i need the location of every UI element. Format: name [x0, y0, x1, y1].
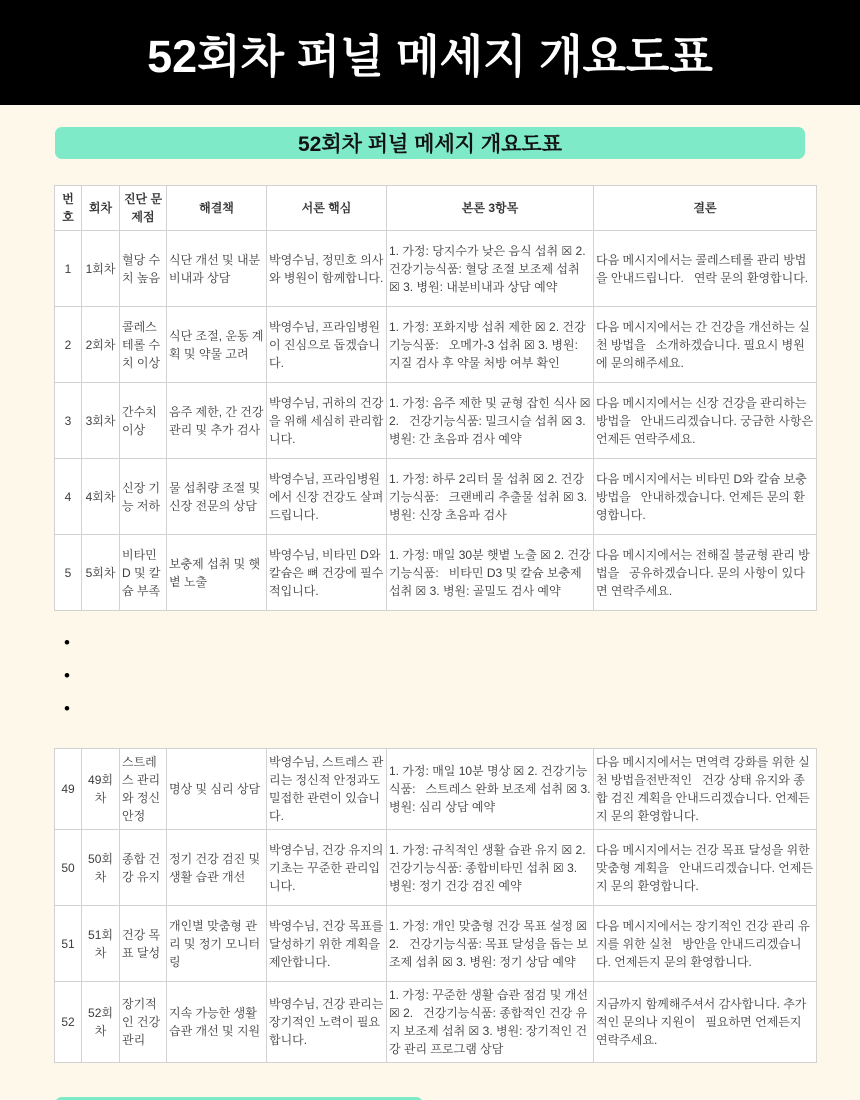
cell-solution: 보충제 섭취 및 햇볕 노출: [167, 535, 267, 611]
table-row: [55, 982, 817, 1063]
cell-conclusion: 다음 메시지에서는 전해질 불균형 관리 방법을 공유하겠습니다. 문의 사항이 있다면 연락주세요.: [594, 535, 817, 611]
cell-solution: 명상 및 심리 상담: [167, 749, 267, 830]
cell-problem: 스트레스 관리와 정신 안정: [120, 749, 167, 830]
cell-round: 50회차: [82, 830, 120, 906]
header-round: 회차: [82, 186, 120, 231]
cell-solution: 식단 조절, 운동 계획 및 약물 고려: [167, 307, 267, 383]
cell-conclusion: 다음 메시지에서는 건강 목표 달성을 위한 맞춤형 계획을 안내드리겠습니다. 언제든지 문의 환영합니다.: [594, 830, 817, 906]
cell-conclusion: 다음 메시지에서는 콜레스테롤 관리 방법을 안내드립니다. 연락 문의 환영합니다.: [594, 231, 817, 307]
cell-solution: 개인별 맞춤형 관리 및 정기 모니터링: [167, 906, 267, 982]
cell-intro: 박영수님, 비타민 D와 칼슘은 뼈 건강에 필수적입니다.: [267, 535, 387, 611]
cell-no: 2: [55, 307, 82, 383]
table-header-row: [55, 186, 817, 231]
cell-body: 1. 가정: 규칙적인 생활 습관 유지 ☒ 2. 건강기능식품: 종합비타민 섭취 ☒ 3. 병원: 정기 건강 검진 예약: [387, 830, 594, 906]
cell-intro: 박영수님, 프라임병원이 진심으로 돕겠습니다.: [267, 307, 387, 383]
cell-round: 51회차: [82, 906, 120, 982]
table-row: [55, 383, 817, 459]
cell-no: 49: [55, 749, 82, 830]
overview-table-bottom: [54, 748, 817, 1063]
cell-problem: 혈당 수치 높음: [120, 231, 167, 307]
overview-table-top: [54, 185, 817, 611]
cell-no: 51: [55, 906, 82, 982]
cell-intro: 박영수님, 스트레스 관리는 정신적 안정과도 밀접한 관련이 있습니다.: [267, 749, 387, 830]
cell-round: 1회차: [82, 231, 120, 307]
header-body: 본론 3항목: [387, 186, 594, 231]
cell-intro: 박영수님, 건강 관리는 장기적인 노력이 필요합니다.: [267, 982, 387, 1063]
ellipsis-dot: •: [64, 633, 70, 652]
cell-conclusion: 지금까지 함께해주셔서 감사합니다. 추가적인 문의나 지원이 필요하면 언제든지 연락주세요.: [594, 982, 817, 1063]
cell-body: 1. 가정: 매일 30분 햇볕 노출 ☒ 2. 건강기능식품: 비타민 D3 및 칼슘 보충제 섭취 ☒ 3. 병원: 골밀도 검사 예약: [387, 535, 594, 611]
cell-solution: 물 섭취량 조절 및 신장 전문의 상담: [167, 459, 267, 535]
cell-no: 4: [55, 459, 82, 535]
cell-intro: 박영수님, 프라임병원에서 신장 건강도 살펴드립니다.: [267, 459, 387, 535]
table-row: [55, 906, 817, 982]
cell-solution: 지속 가능한 생활 습관 개선 및 지원: [167, 982, 267, 1063]
table-row: [55, 231, 817, 307]
cell-body: 1. 가정: 음주 제한 및 균형 잡힌 식사 ☒ 2. 건강기능식품: 밀크시슬 섭취 ☒ 3. 병원: 간 초음파 검사 예약: [387, 383, 594, 459]
cell-problem: 장기적인 건강 관리: [120, 982, 167, 1063]
cell-problem: 간수치 이상: [120, 383, 167, 459]
cell-round: 2회차: [82, 307, 120, 383]
cell-intro: 박영수님, 건강 유지의 기초는 꾸준한 관리입니다.: [267, 830, 387, 906]
header-banner: [0, 0, 860, 105]
cell-body: 1. 가정: 꾸준한 생활 습관 점검 및 개선 ☒ 2. 건강기능식품: 종합적인 건강 유지 보조제 섭취 ☒ 3. 병원: 장기적인 건강 관리 프로그램 상담: [387, 982, 594, 1063]
cell-conclusion: 다음 메시지에서는 장기적인 건강 관리 유지를 위한 실천 방안을 안내드리겠습니다. 언제든지 문의 환영합니다.: [594, 906, 817, 982]
section-title-bar: [55, 127, 805, 159]
cell-problem: 신장 기능 저하: [120, 459, 167, 535]
cell-body: 1. 가정: 매일 10분 명상 ☒ 2. 건강기능식품: 스트레스 완화 보조제 섭취 ☒ 3. 병원: 심리 상담 예약: [387, 749, 594, 830]
table-row: [55, 830, 817, 906]
ellipsis-dot: •: [64, 699, 70, 718]
cell-body: 1. 가정: 하루 2리터 물 섭취 ☒ 2. 건강기능식품: 크랜베리 추출물 섭취 ☒ 3. 병원: 신장 초음파 검사: [387, 459, 594, 535]
cell-conclusion: 다음 메시지에서는 면역력 강화를 위한 실천 방법을전반적인 건강 상태 유지와 종합 검진 계획을 안내드리겠습니다. 언제든지 문의 환영합니다.: [594, 749, 817, 830]
header-problem: 진단 문제점: [120, 186, 167, 231]
cell-no: 50: [55, 830, 82, 906]
cell-no: 3: [55, 383, 82, 459]
cell-round: 49회차: [82, 749, 120, 830]
header-no: 번호: [55, 186, 82, 231]
cell-body: 1. 가정: 개인 맞춤형 건강 목표 설정 ☒ 2. 건강기능식품: 목표 달성을 돕는 보조제 섭취 ☒ 3. 병원: 정기 상담 예약: [387, 906, 594, 982]
cell-intro: 박영수님, 건강 목표를 달성하기 위한 계획을 제안합니다.: [267, 906, 387, 982]
rows-ellipsis: [64, 633, 860, 732]
header-intro: 서론 핵심: [267, 186, 387, 231]
ellipsis-dot: •: [64, 666, 70, 685]
cell-round: 5회차: [82, 535, 120, 611]
banner-title: 52회차 퍼널 메세지 개요도표: [147, 31, 713, 82]
cell-round: 4회차: [82, 459, 120, 535]
table-row: [55, 459, 817, 535]
header-solution: 해결책: [167, 186, 267, 231]
cell-conclusion: 다음 메시지에서는 간 건강을 개선하는 실천 방법을 소개하겠습니다. 필요시 병원에 문의해주세요.: [594, 307, 817, 383]
cell-solution: 식단 개선 및 내분비내과 상담: [167, 231, 267, 307]
cell-body: 1. 가정: 포화지방 섭취 제한 ☒ 2. 건강기능식품: 오메가-3 섭취 ☒ 3. 병원: 지질 검사 후 약물 처방 여부 확인: [387, 307, 594, 383]
cell-problem: 건강 목표 달성: [120, 906, 167, 982]
table-row: [55, 307, 817, 383]
cell-conclusion: 다음 메시지에서는 비타민 D와 칼슘 보충 방법을 안내하겠습니다. 언제든 문의 환영합니다.: [594, 459, 817, 535]
cell-problem: 종합 건강 유지: [120, 830, 167, 906]
cell-no: 52: [55, 982, 82, 1063]
cell-no: 1: [55, 231, 82, 307]
cell-intro: 박영수님, 귀하의 건강을 위해 세심히 관리합니다.: [267, 383, 387, 459]
cell-round: 3회차: [82, 383, 120, 459]
cell-solution: 음주 제한, 간 건강 관리 및 추가 검사: [167, 383, 267, 459]
cell-intro: 박영수님, 정민호 의사와 병원이 함께합니다.: [267, 231, 387, 307]
table-row: [55, 535, 817, 611]
header-conclusion: 결론: [594, 186, 817, 231]
cell-solution: 정기 건강 검진 및 생활 습관 개선: [167, 830, 267, 906]
section-title: 52회차 퍼널 메세지 개요도표: [297, 133, 562, 156]
cell-round: 52회차: [82, 982, 120, 1063]
cell-body: 1. 가정: 당지수가 낮은 음식 섭취 ☒ 2. 건강기능식품: 혈당 조절 보조제 섭취 ☒ 3. 병원: 내분비내과 상담 예약: [387, 231, 594, 307]
cell-no: 5: [55, 535, 82, 611]
cell-conclusion: 다음 메시지에서는 신장 건강을 관리하는 방법을 안내드리겠습니다. 궁금한 사항은 언제든 연락주세요.: [594, 383, 817, 459]
cell-problem: 비타민 D 및 칼슘 부족: [120, 535, 167, 611]
table-row: [55, 749, 817, 830]
cell-problem: 콜레스테롤 수치 이상: [120, 307, 167, 383]
